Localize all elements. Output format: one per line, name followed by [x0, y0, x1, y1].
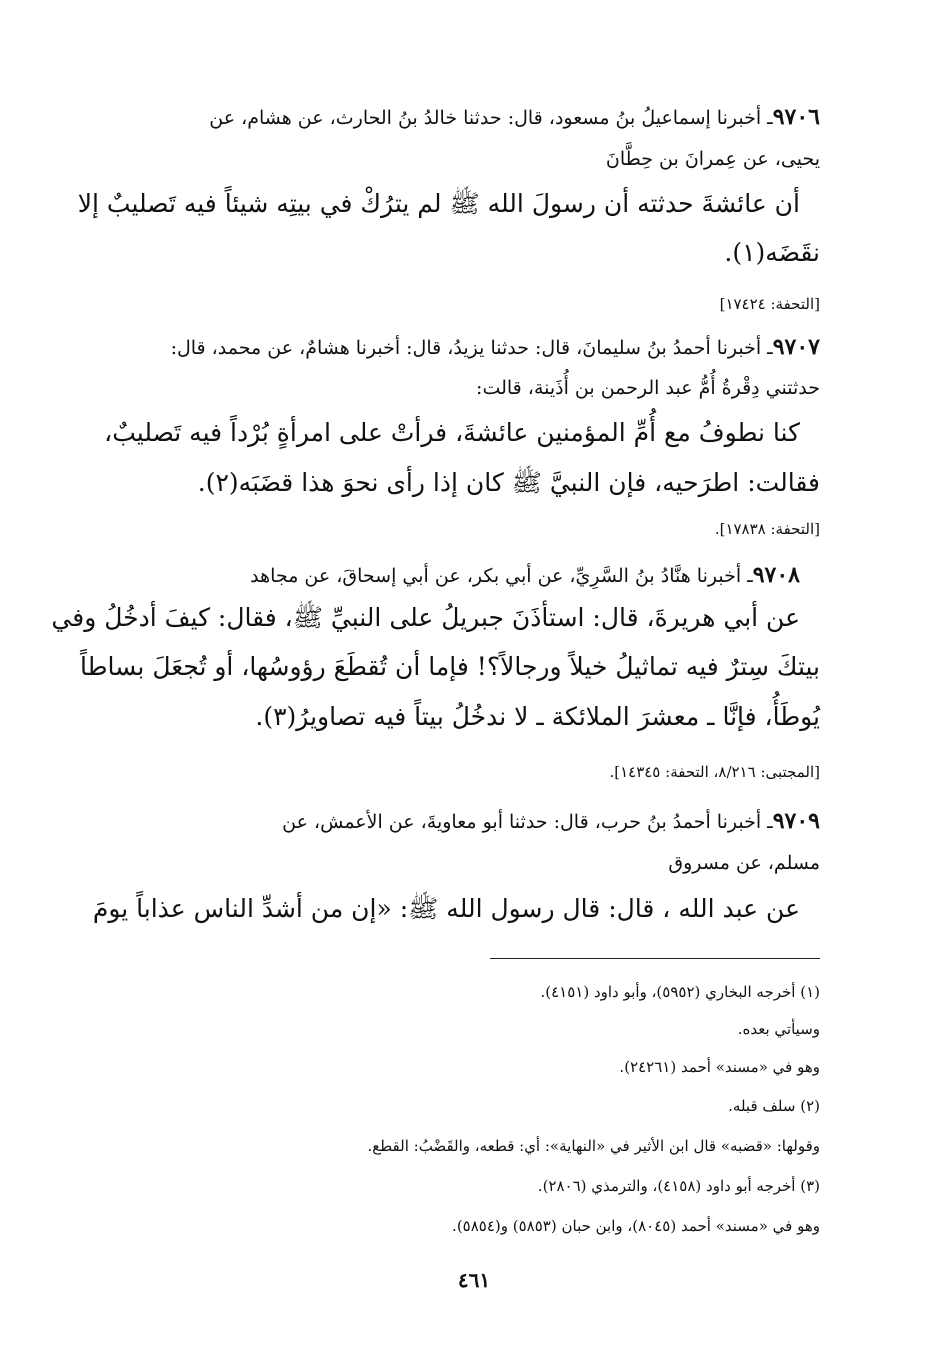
footnote-1: (١) أخرجه البخاري (٥٩٥٢)، وأبو داود (٤١٥١). [540, 983, 820, 1001]
hadith-9709-isnad-line-2: مسلم، عن مسروق [668, 852, 820, 874]
hadith-9708-matn-line-1: عن أبي هريرةَ، قال: استأذَنَ جبريلُ على النبيِّ ﷺ، فقال: كيفَ أدخُلُ وفي [51, 603, 800, 632]
hadith-9709-isnad-line-1 [128, 808, 820, 834]
hadith-9706-matn-line-2: نقَضَه(١). [724, 238, 820, 267]
hadith-number: ٩٧٠٩ [772, 808, 820, 834]
isnad-text: ـ أخبرنا أحمدُ بنُ سليمانَ، قال: حدثنا يزيدُ، قال: أخبرنا هشامٌ، عن محمد، قال: [170, 337, 773, 359]
footnote-2-continuation: وقولها: «قضبه» قال ابن الأثير في «النهاية»: أي: قطعه، والقَضْبُ: القطع. [367, 1137, 820, 1155]
footnote-separator [490, 958, 820, 959]
hadith-9706-matn-line-1: أن عائشةَ حدثته أن رسولَ الله ﷺ لم يترُكْ في بيتِه شيئاً فيه تَصليبٌ إلا [77, 189, 800, 218]
hadith-9706-isnad-line-1 [128, 104, 820, 130]
hadith-9707-matn-line-1: كنا نطوفُ مع أُمِّ المؤمنين عائشةَ، فرأتْ على امرأةٍ بُرْداً فيه تَصليبٌ، [104, 418, 800, 447]
isnad-text: ـ أخبرنا أحمدُ بنُ حرب، قال: حدثنا أبو معاويةَ، عن الأعمش، عن [282, 811, 773, 833]
hadith-number: ٩٧٠٧ [772, 334, 820, 360]
hadith-9707-isnad-line-2: حدثتني دِقْرةُ أُمُّ عبد الرحمن بن أُذَينة، قالت: [476, 377, 820, 399]
isnad-text: ـ أخبرنا إسماعيلُ بنُ مسعود، قال: حدثنا خالدُ بنُ الحارث، عن هشام، عن [209, 107, 773, 129]
hadith-9707-matn-line-2: فقالت: اطرَحيه، فإن النبيَّ ﷺ كان إذا رأى نحوَ هذا قضَبَه(٢). [197, 468, 820, 497]
footnote-3: (٣) أخرجه أبو داود (٤١٥٨)، والترمذي (٢٨٠٦). [537, 1177, 820, 1195]
footnote-3-continuation: وهو في «مسند» أحمد (٨٠٤٥)، وابن حبان (٥٨٥٣) و(٥٨٥٤). [452, 1217, 820, 1235]
hadith-9706-reference: [التحفة: ١٧٤٢٤] [719, 295, 820, 313]
hadith-9708-matn-line-2: بيتكَ سِترٌ فيه تماثيلُ خيلاً ورجالاً؟! فإما أن تُقطَعَ رؤوسُها، أو تُجعَلَ بساطاً [79, 652, 820, 681]
hadith-9707-isnad-line-1 [128, 334, 820, 360]
hadith-number: ٩٧٠٦ [772, 104, 820, 130]
footnote-2: (٢) سلف قبله. [728, 1097, 820, 1115]
hadith-9708-matn-line-3: يُوطَأُ، فإنَّا ـ معشرَ الملائكة ـ لا ندخُلُ بيتاً فيه تصاويرُ(٣). [255, 702, 820, 731]
hadith-9708-isnad-line-1 [128, 562, 800, 588]
footnote-1-continuation: وسيأتي بعده. [737, 1020, 820, 1038]
page-number: ٤٦١ [457, 1268, 491, 1292]
hadith-9709-matn-line-1: عن عبد الله ، قال: قال رسول الله ﷺ: «إن من أشدِّ الناس عذاباً يومَ [92, 894, 800, 923]
hadith-9707-reference: [التحفة: ١٧٨٣٨]. [714, 520, 820, 538]
hadith-9708-reference: [المجتبى: ٨/٢١٦، التحفة: ١٤٣٤٥]. [609, 763, 820, 781]
isnad-text: ـ أخبرنا هنَّادُ بنُ السَّرِيِّ، عن أبي بكر، عن أبي إسحاقَ، عن مجاهد [250, 565, 753, 587]
footnote-1-continuation-2: وهو في «مسند» أحمد (٢٤٢٦١). [619, 1058, 820, 1076]
hadith-number: ٩٧٠٨ [752, 562, 800, 588]
hadith-9706-isnad-line-2: يحيى، عن عِمرانَ بن حِطَّانَ [605, 148, 820, 170]
